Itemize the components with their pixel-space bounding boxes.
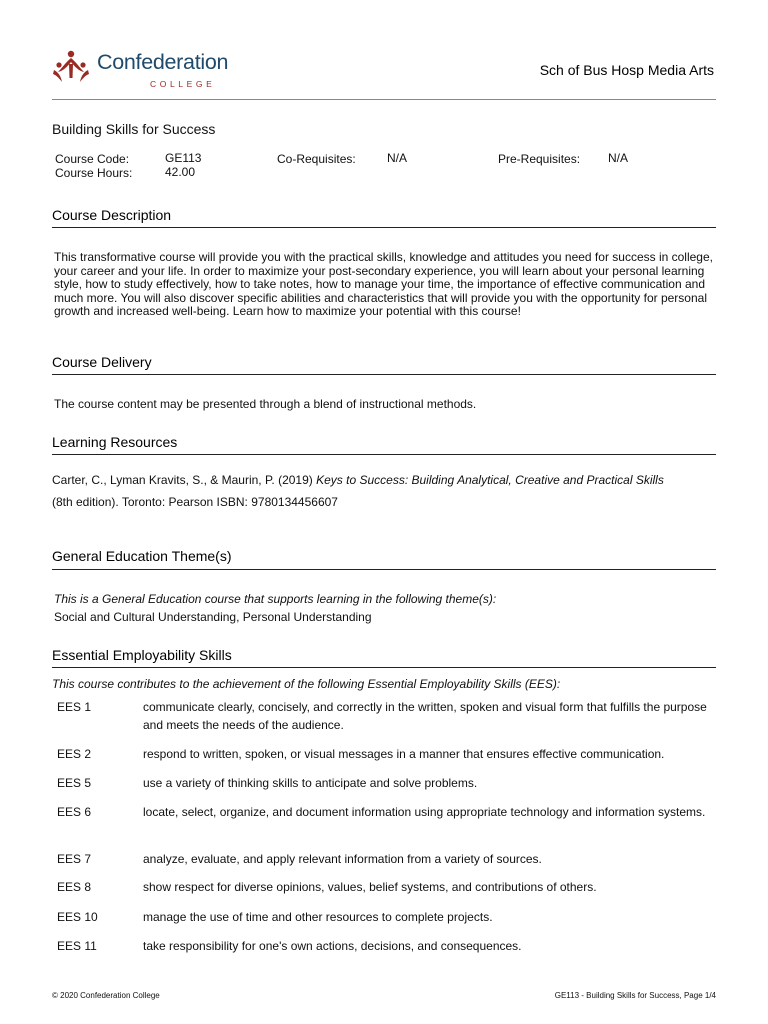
prereq-label: Pre-Requisites: — [498, 152, 581, 166]
gen-ed-intro: This is a General Education course that supports learning in the following theme(s): — [54, 592, 497, 606]
brand-subtitle: COLLEGE — [150, 79, 216, 89]
course-hours-label: Course Hours: — [55, 166, 133, 180]
section-heading-gen-ed: General Education Theme(s) — [52, 548, 232, 564]
ees-code: EES 7 — [57, 852, 92, 866]
section-divider — [52, 569, 716, 570]
ees-code: EES 5 — [57, 776, 92, 790]
ees-code: EES 10 — [57, 910, 98, 924]
ees-intro: This course contributes to the achievement of the following Essential Employability Skills (EES): — [52, 677, 561, 691]
citation-authors: Carter, C., Lyman Kravits, S., & Maurin, P. (2019) — [52, 473, 317, 487]
prereq-value: N/A — [608, 151, 629, 165]
ees-code: EES 2 — [57, 747, 92, 761]
citation-details: (8th edition). Toronto: Pearson ISBN: 9780134456607 — [52, 495, 338, 509]
section-divider — [52, 374, 716, 375]
section-divider — [52, 667, 716, 668]
course-description-text: This transformative course will provide you with the practical skills, knowledge and attitudes you need for success in college, your career and your life. In order to maximize your post-secondary experience, you will learn about your personal learning style, how to study effectively, how to take notes, how to manage your time, the importance of effective communication and much more. You will also discover specific abilities and characteristics that will provide you with the opportunity for personal growth and increased well-being. Learn how to maximize your potential with this course! — [54, 250, 713, 318]
citation-book-title: Keys to Success: Building Analytical, Creative and Practical Skills — [316, 473, 664, 487]
ees-description: take responsibility for one's own actions, decisions, and consequences. — [143, 939, 522, 953]
ees-description: communicate clearly, concisely, and correctly in the written, spoken and visual form that fulfills the purpose and meets the needs of the audience. — [143, 700, 707, 732]
ees-code: EES 11 — [57, 939, 97, 953]
section-heading-resources: Learning Resources — [52, 434, 178, 450]
section-divider — [52, 454, 716, 455]
header-divider — [52, 99, 716, 100]
course-delivery-text: The course content may be presented through a blend of instructional methods. — [54, 397, 477, 411]
footer-page-info: GE113 - Building Skills for Success, Page 1/4 — [554, 991, 716, 1000]
brand-name: Confederation — [97, 50, 229, 74]
ees-code: EES 8 — [57, 880, 92, 894]
ees-description: analyze, evaluate, and apply relevant information from a variety of sources. — [143, 852, 542, 866]
coreq-label: Co-Requisites: — [277, 152, 356, 166]
section-heading-ees: Essential Employability Skills — [52, 647, 232, 663]
college-emblem-icon — [52, 50, 90, 86]
course-title: Building Skills for Success — [52, 121, 216, 137]
ees-code: EES 6 — [57, 805, 92, 819]
coreq-value: N/A — [387, 151, 408, 165]
ees-description: show respect for diverse opinions, values, belief systems, and contributions of others. — [143, 880, 597, 894]
footer-copyright: © 2020 Confederation College — [52, 991, 160, 1000]
ees-code: EES 1 — [57, 700, 92, 714]
ees-description: respond to written, spoken, or visual messages in a manner that ensures effective communication. — [143, 747, 665, 761]
section-divider — [52, 227, 716, 228]
learning-resource-citation — [52, 469, 720, 513]
college-logo — [52, 48, 252, 94]
section-heading-delivery: Course Delivery — [52, 354, 152, 370]
course-code-value: GE113 — [165, 151, 202, 165]
course-hours-value: 42.00 — [165, 165, 196, 179]
gen-ed-themes: Social and Cultural Understanding, Personal Understanding — [54, 610, 372, 624]
section-heading-description: Course Description — [52, 207, 172, 223]
ees-description: locate, select, organize, and document information using appropriate technology and information systems. — [143, 805, 706, 819]
school-name: Sch of Bus Hosp Media Arts — [539, 62, 714, 78]
course-code-label: Course Code: — [55, 152, 130, 166]
ees-description: manage the use of time and other resources to complete projects. — [143, 910, 493, 924]
ees-description: use a variety of thinking skills to anticipate and solve problems. — [143, 776, 478, 790]
